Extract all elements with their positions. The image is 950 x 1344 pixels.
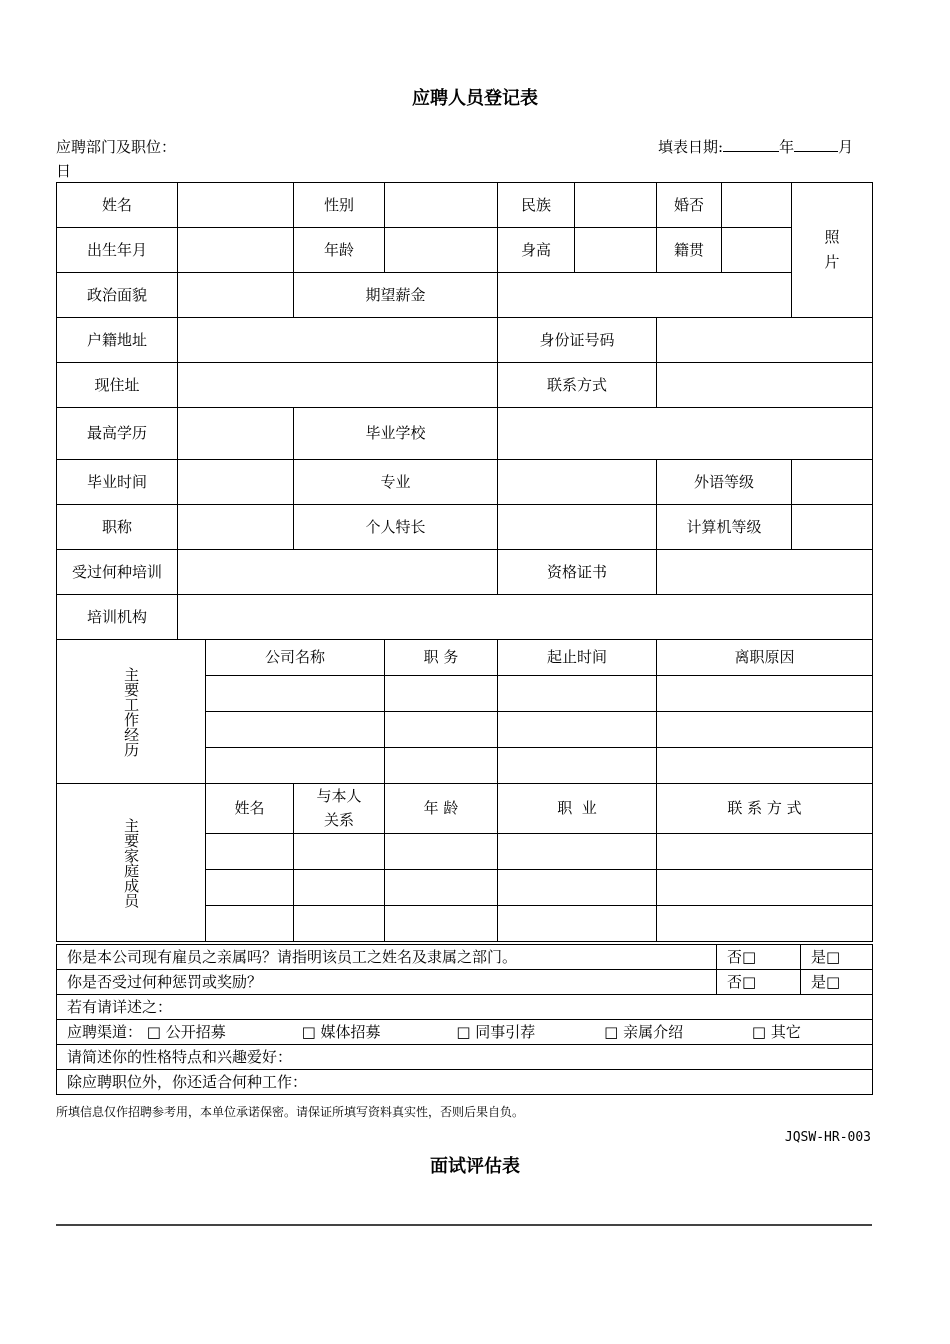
label-gender: 性别: [294, 183, 385, 228]
channel-referral[interactable]: □ 同事引荐: [456, 1023, 536, 1041]
family-cell[interactable]: [206, 834, 294, 870]
family-cell[interactable]: [385, 870, 498, 906]
channel-media[interactable]: □ 媒体招募: [301, 1023, 381, 1041]
day-label: 日: [56, 162, 72, 180]
label-skills: 个人特长: [294, 505, 498, 550]
work-header-position: 职 务: [385, 640, 498, 676]
family-cell[interactable]: [206, 870, 294, 906]
input-computer[interactable]: [792, 505, 873, 550]
input-major[interactable]: [498, 460, 657, 505]
table-top-border: [56, 1224, 872, 1226]
registration-table: [56, 182, 873, 942]
family-cell[interactable]: [385, 906, 498, 942]
photo-box[interactable]: 照片: [792, 183, 873, 318]
input-title[interactable]: [178, 505, 294, 550]
label-language: 外语等级: [657, 460, 792, 505]
input-salary[interactable]: [498, 273, 792, 318]
family-cell[interactable]: [657, 834, 873, 870]
input-age[interactable]: [385, 228, 498, 273]
family-cell[interactable]: [294, 870, 385, 906]
label-age: 年龄: [294, 228, 385, 273]
input-height[interactable]: [575, 228, 657, 273]
doc-code: JQSW-HR-003: [784, 1130, 871, 1145]
input-grad-time[interactable]: [178, 460, 294, 505]
label-address: 现住址: [57, 363, 178, 408]
label-hukou: 户籍地址: [57, 318, 178, 363]
work-cell[interactable]: [206, 676, 385, 712]
family-section-label: 主要家庭成员: [57, 784, 206, 942]
label-education: 最高学历: [57, 408, 178, 460]
family-cell[interactable]: [206, 906, 294, 942]
input-hukou[interactable]: [178, 318, 498, 363]
punish-no-checkbox[interactable]: 否□: [717, 970, 801, 995]
questions-table: [56, 944, 873, 1095]
input-id-number[interactable]: [657, 318, 873, 363]
work-cell[interactable]: [498, 676, 657, 712]
work-cell[interactable]: [385, 712, 498, 748]
privacy-note: 所填信息仅作招聘参考用，本单位承诺保密。请保证所填写资料真实性，否则后果自负。: [56, 1105, 525, 1119]
dept-label: 应聘部门及职位：: [56, 138, 177, 156]
work-cell[interactable]: [657, 748, 873, 784]
label-origin: 籍贯: [657, 228, 722, 273]
family-header-contact: 联 系 方 式: [657, 784, 873, 834]
year-blank[interactable]: [723, 137, 779, 152]
label-certificate: 资格证书: [498, 550, 657, 595]
input-school[interactable]: [498, 408, 873, 460]
work-cell[interactable]: [498, 712, 657, 748]
label-salary: 期望薪金: [294, 273, 498, 318]
label-major: 专业: [294, 460, 498, 505]
input-language[interactable]: [792, 460, 873, 505]
family-cell[interactable]: [657, 870, 873, 906]
work-header-period: 起止时间: [498, 640, 657, 676]
work-section-label: 主要工作经历: [57, 640, 206, 784]
label-name: 姓名: [57, 183, 178, 228]
label-title: 职称: [57, 505, 178, 550]
work-cell[interactable]: [385, 748, 498, 784]
form-title: 应聘人员登记表: [412, 88, 538, 109]
channel-row: 应聘渠道： □ 公开招募 □ 媒体招募 □ 同事引荐 □ 亲属介绍 □ 其它: [57, 1020, 873, 1045]
work-cell[interactable]: [206, 712, 385, 748]
channel-public[interactable]: □ 公开招募: [146, 1023, 226, 1041]
question-character[interactable]: 请简述你的性格特点和兴趣爱好：: [57, 1045, 873, 1070]
label-grad-time: 毕业时间: [57, 460, 178, 505]
family-cell[interactable]: [294, 834, 385, 870]
work-cell[interactable]: [657, 676, 873, 712]
input-address[interactable]: [178, 363, 498, 408]
label-training-org: 培训机构: [57, 595, 178, 640]
family-header-job: 职 业: [498, 784, 657, 834]
family-header-relation: 与本人关系: [294, 784, 385, 834]
label-birth: 出生年月: [57, 228, 178, 273]
month-blank[interactable]: [794, 137, 838, 152]
label-id-number: 身份证号码: [498, 318, 657, 363]
family-cell[interactable]: [385, 834, 498, 870]
punish-yes-checkbox[interactable]: 是□: [801, 970, 873, 995]
input-ethnicity[interactable]: [575, 183, 657, 228]
label-marital: 婚否: [657, 183, 722, 228]
input-training[interactable]: [178, 550, 498, 595]
input-gender[interactable]: [385, 183, 498, 228]
input-name[interactable]: [178, 183, 294, 228]
family-cell[interactable]: [498, 834, 657, 870]
work-cell[interactable]: [657, 712, 873, 748]
work-header-company: 公司名称: [206, 640, 385, 676]
label-ethnicity: 民族: [498, 183, 575, 228]
interview-form-title: 面试评估表: [430, 1156, 520, 1177]
family-cell[interactable]: [294, 906, 385, 942]
family-header-age: 年 龄: [385, 784, 498, 834]
label-training: 受过何种培训: [57, 550, 178, 595]
input-contact[interactable]: [657, 363, 873, 408]
input-skills[interactable]: [498, 505, 657, 550]
input-certificate[interactable]: [657, 550, 873, 595]
label-contact: 联系方式: [498, 363, 657, 408]
work-cell[interactable]: [385, 676, 498, 712]
family-cell[interactable]: [657, 906, 873, 942]
channel-relative[interactable]: □ 亲属介绍: [604, 1023, 684, 1041]
work-header-reason: 离职原因: [657, 640, 873, 676]
label-political: 政治面貌: [57, 273, 178, 318]
family-cell[interactable]: [498, 870, 657, 906]
question-punish: 你是否受过何种惩罚或奖励？: [57, 970, 717, 995]
relative-no-checkbox[interactable]: 否□: [717, 945, 801, 970]
family-header-name: 姓名: [206, 784, 294, 834]
input-training-org[interactable]: [178, 595, 873, 640]
input-marital[interactable]: [722, 183, 792, 228]
question-other-job[interactable]: 除应聘职位外，你还适合何种工作：: [57, 1070, 873, 1095]
work-cell[interactable]: [206, 748, 385, 784]
label-computer: 计算机等级: [657, 505, 792, 550]
input-origin[interactable]: [722, 228, 792, 273]
input-political[interactable]: [178, 273, 294, 318]
work-cell[interactable]: [498, 748, 657, 784]
date-field: 填表日期: 年 月: [658, 138, 854, 156]
question-detail[interactable]: 若有请详述之：: [57, 995, 873, 1020]
question-relative: 你是本公司现有雇员之亲属吗？请指明该员工之姓名及隶属之部门。: [57, 945, 717, 970]
channel-other[interactable]: □ 其它: [751, 1023, 801, 1041]
input-education[interactable]: [178, 408, 294, 460]
family-cell[interactable]: [498, 906, 657, 942]
label-school: 毕业学校: [294, 408, 498, 460]
relative-yes-checkbox[interactable]: 是□: [801, 945, 873, 970]
label-height: 身高: [498, 228, 575, 273]
input-birth[interactable]: [178, 228, 294, 273]
